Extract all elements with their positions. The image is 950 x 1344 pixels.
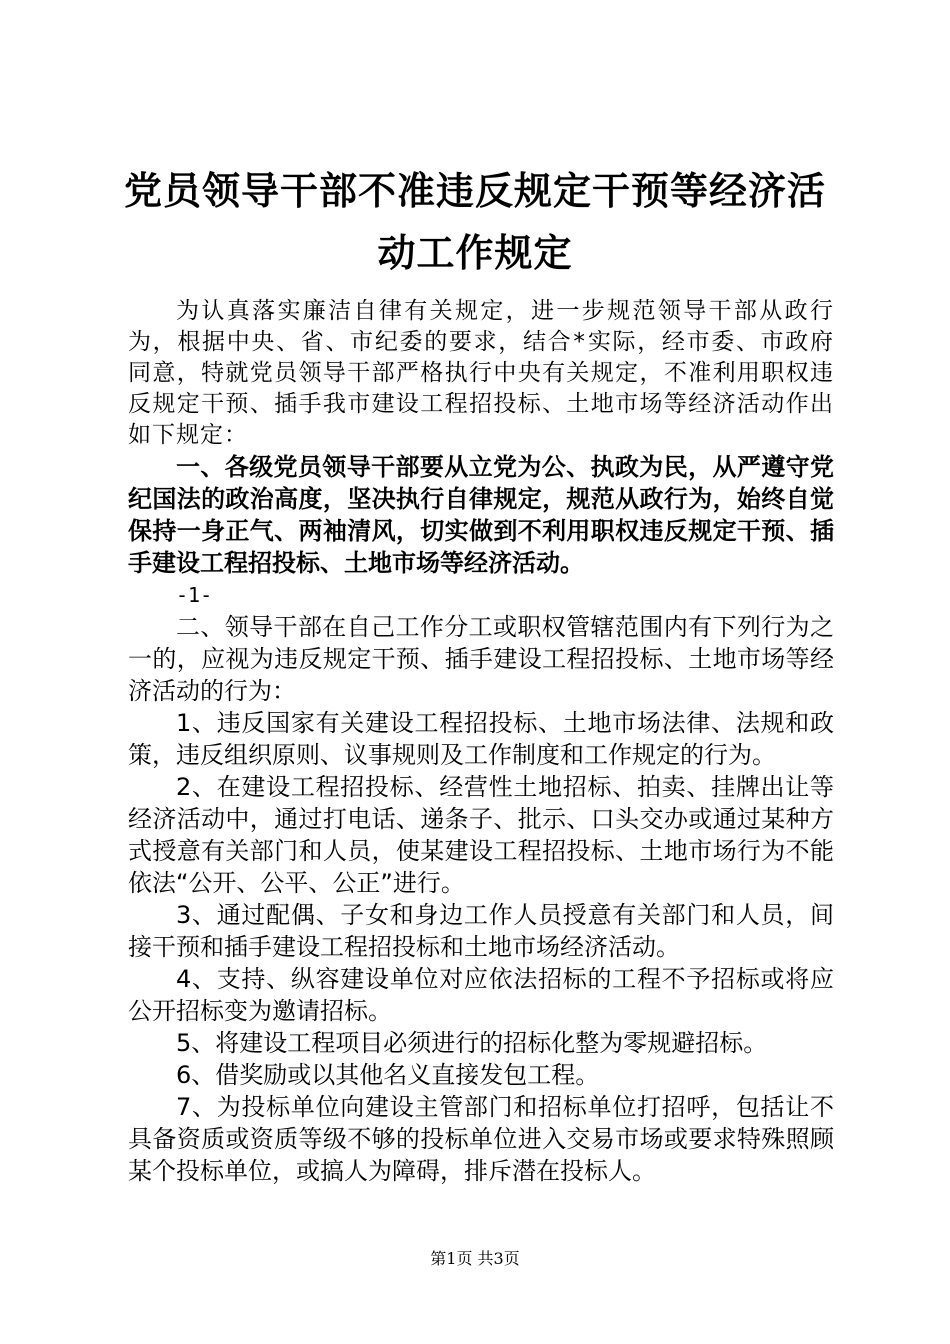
document-body [128, 296, 834, 1187]
list-item: 1、违反国家有关建设工程招投标、土地市场法律、法规和政策，违反组织原则、议事规则及工作制度和工作规定的行为。 [128, 709, 834, 769]
list-item: 7、为投标单位向建设主管部门和招标单位打招呼，包括让不具备资质或资质等级不够的投标单位进入交易市场或要求特殊照顾某个投标单位，或搞人为障碍，排斥潜在投标人。 [128, 1093, 834, 1185]
list-item: 4、支持、纵容建设单位对应依法招标的工程不予招标或将应公开招标变为邀请招标。 [128, 965, 834, 1025]
list-item: 2、在建设工程招投标、经营性土地招标、拍卖、挂牌出让等经济活动中，通过打电话、递条子、批示、口头交办或通过某种方式授意有关部门和人员，使某建设工程招投标、土地市场行为不能依法“公开、公平、公正”进行。 [128, 773, 834, 897]
list-item: 5、将建设工程项目必须进行的招标化整为零规避招标。 [176, 1029, 768, 1057]
list-item: 6、借奖励或以其他名义直接发包工程。 [176, 1061, 600, 1089]
page-marker: -1- [176, 583, 213, 607]
document-title: 党员领导干部不准违反规定干预等经济活动工作规定 [123, 169, 826, 275]
list-item: 3、通过配偶、子女和身边工作人员授意有关部门和人员，间接干预和插手建设工程招投标和土地市场经济活动。 [128, 901, 834, 961]
page-footer: 第1页 共3页 [430, 1249, 520, 1268]
section-2-paragraph: 二、领导干部在自己工作分工或职权管辖范围内有下列行为之一的，应视为违反规定干预、插手建设工程招投标、土地市场等经济活动的行为： [128, 613, 834, 705]
intro-paragraph: 为认真落实廉洁自律有关规定，进一步规范领导干部从政行为，根据中央、省、市纪委的要求，结合*实际，经市委、市政府同意，特就党员领导干部严格执行中央有关规定，不准利用职权违反规定干预、插手我市建设工程招投标、土地市场等经济活动作出如下规定： [128, 298, 834, 448]
section-1-paragraph: 一、各级党员领导干部要从立党为公、执政为民，从严遵守党纪国法的政治高度，坚决执行自律规定，规范从政行为，始终自觉保持一身正气、两袖清风，切实做到不利用职权违反规定干预、插手建设工程招投标、土地市场等经济活动。 [128, 453, 834, 577]
